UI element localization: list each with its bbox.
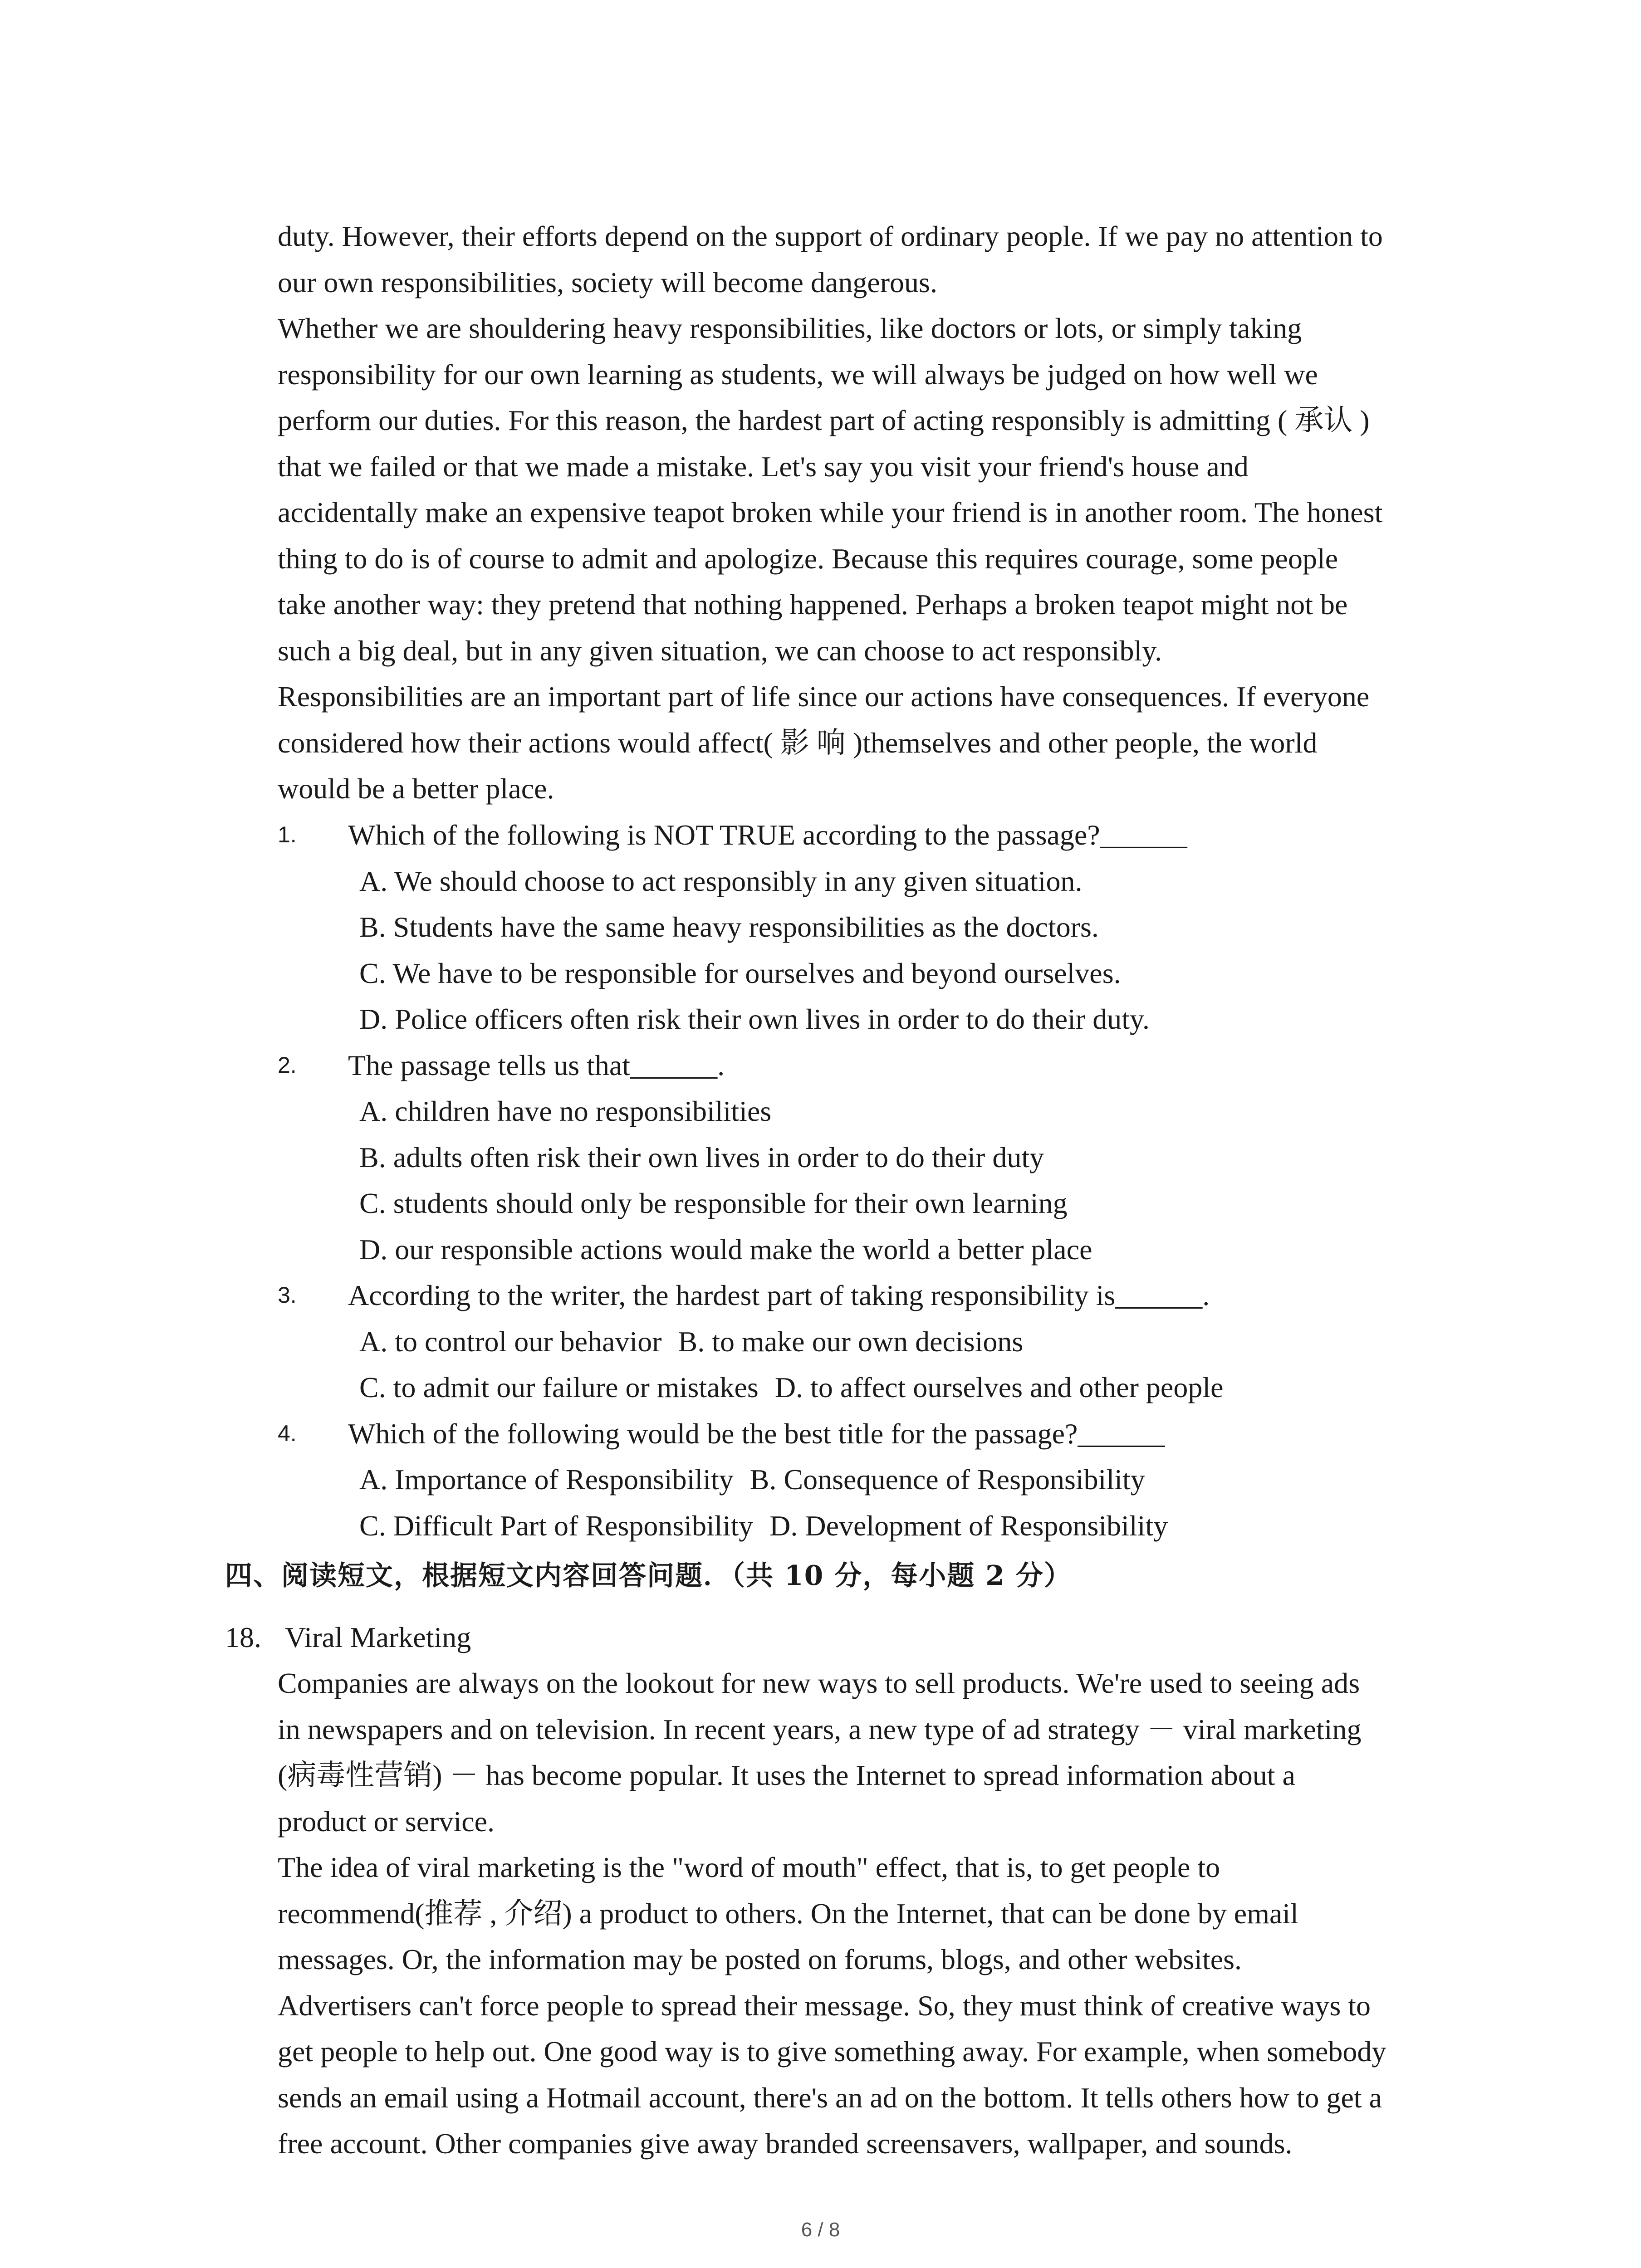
option-line: [278, 904, 1466, 950]
question-number: 4.: [278, 1420, 297, 1446]
passage-1-paragraph: [278, 305, 1466, 674]
text-line: take another way: they pretend that nothing happened. Perhaps a broken teapot might not be: [278, 588, 1348, 621]
text-line: perform our duties. For this reason, the hardest part of acting responsibly is admitting ( 承认 ): [278, 404, 1370, 436]
text-line: Companies are always on the lookout for new ways to sell products. We're used to seeing ads: [278, 1667, 1360, 1699]
question-stem: The passage tells us that______.: [348, 1049, 725, 1081]
option-a: A. We should choose to act responsibly in any given situation.: [359, 865, 1083, 897]
option-d: D. our responsible actions would make the world a better place: [359, 1233, 1092, 1266]
text-line: in newspapers and on television. In recent years, a new type of ad strategy － viral marketing: [278, 1713, 1362, 1745]
text-line: would be a better place.: [278, 772, 554, 805]
option-c: C. We have to be responsible for ourselves and beyond ourselves.: [359, 957, 1121, 989]
passage-2-paragraph: [278, 1844, 1466, 1983]
option-a: A. children have no responsibilities: [359, 1095, 772, 1127]
option-d: D. Police officers often risk their own lives in order to do their duty.: [359, 1003, 1150, 1035]
passage-2-paragraph: [278, 1660, 1466, 1844]
passage-2: [278, 1660, 1466, 2167]
question-1: [278, 812, 1466, 1042]
text-line: Advertisers can't force people to spread their message. So, they must think of creative ways to: [278, 1989, 1371, 2022]
text-line: Whether we are shouldering heavy responsibilities, like doctors or lots, or simply taking: [278, 312, 1302, 344]
option-line: [278, 1227, 1466, 1273]
option-d: D. to affect ourselves and other people: [774, 1371, 1224, 1403]
text-line: duty. However, their efforts depend on the support of ordinary people. If we pay no attention to: [278, 220, 1383, 252]
option-c: C. students should only be responsible for their own learning: [359, 1187, 1068, 1219]
option-d: D. Development of Responsibility: [769, 1509, 1168, 1542]
text-line: such a big deal, but in any given situation, we can choose to act responsibly.: [278, 634, 1162, 667]
option-line: [278, 950, 1466, 997]
question-number: 2.: [278, 1052, 297, 1078]
text-line: responsibility for our own learning as students, we will always be judged on how well we: [278, 358, 1318, 391]
option-line: [278, 1364, 1466, 1411]
text-line: Responsibilities are an important part of life since our actions have consequences. If everyone: [278, 680, 1370, 713]
text-line: (病毒性营销) － has become popular. It uses the Internet to spread information about a: [278, 1759, 1295, 1791]
item-title-row: [225, 1614, 1495, 1661]
option-a: A. to control our behavior: [359, 1325, 662, 1358]
option-line: [278, 858, 1466, 904]
text-line: free account. Other companies give away branded screensavers, wallpaper, and sounds.: [278, 2127, 1293, 2160]
text-line: product or service.: [278, 1805, 495, 1838]
option-line: [278, 1088, 1466, 1134]
passage-1: [278, 213, 1466, 812]
text-line: recommend(推荐 , 介绍) a product to others. On the Internet, that can be done by email: [278, 1897, 1298, 1930]
passage-2-paragraph: [278, 1983, 1466, 2167]
text-line: sends an email using a Hotmail account, there's an ad on the bottom. It tells others how to get a: [278, 2081, 1382, 2114]
option-line: [278, 1180, 1466, 1227]
question-number: 3.: [278, 1282, 297, 1308]
text-line: considered how their actions would affect( 影 响 )themselves and other people, the world: [278, 726, 1318, 759]
option-line: [278, 1457, 1466, 1503]
passage-1-paragraph: [278, 674, 1466, 812]
option-b: B. Consequence of Responsibility: [749, 1463, 1145, 1496]
text-line: get people to help out. One good way is to give something away. For example, when somebody: [278, 2035, 1386, 2068]
text-line: our own responsibilities, society will become dangerous.: [278, 266, 937, 298]
text-line: The idea of viral marketing is the "word of mouth" effect, that is, to get people to: [278, 1851, 1220, 1883]
question-number: 1.: [278, 822, 297, 847]
text-line: messages. Or, the information may be posted on forums, blogs, and other websites.: [278, 1943, 1242, 1975]
option-a: A. Importance of Responsibility: [359, 1463, 734, 1496]
option-b: B. Students have the same heavy responsibilities as the doctors.: [359, 911, 1099, 943]
option-b: B. to make our own decisions: [678, 1325, 1024, 1358]
text-line: accidentally make an expensive teapot broken while your friend is in another room. The honest: [278, 496, 1383, 528]
section-heading: 四、阅读短文，根据短文内容回答问题．（共 10 分，每小题 2 分）: [225, 1560, 1072, 1592]
question-3: [278, 1272, 1466, 1411]
option-line: [278, 1319, 1466, 1365]
question-list: [278, 812, 1466, 1549]
option-line: [278, 1134, 1466, 1181]
question-stem: According to the writer, the hardest part of taking responsibility is______.: [348, 1279, 1210, 1311]
option-b: B. adults often risk their own lives in order to do their duty: [359, 1141, 1044, 1173]
question-stem: Which of the following would be the best title for the passage?______: [348, 1417, 1165, 1450]
text-line: that we failed or that we made a mistake. Let's say you visit your friend's house and: [278, 450, 1249, 483]
question-stem: Which of the following is NOT TRUE according to the passage?______: [348, 819, 1187, 851]
option-c: C. Difficult Part of Responsibility: [359, 1509, 754, 1542]
passage-1-paragraph: [278, 213, 1466, 305]
question-4: [278, 1411, 1466, 1549]
option-line: [278, 996, 1466, 1042]
question-2: [278, 1042, 1466, 1273]
page-number: 6 / 8: [801, 2219, 840, 2241]
text-line: thing to do is of course to admit and apologize. Because this requires courage, some people: [278, 542, 1338, 575]
option-c: C. to admit our failure or mistakes: [359, 1371, 759, 1403]
option-line: [278, 1503, 1466, 1549]
item-title: Viral Marketing: [285, 1621, 471, 1653]
item-number: 18.: [225, 1621, 261, 1653]
